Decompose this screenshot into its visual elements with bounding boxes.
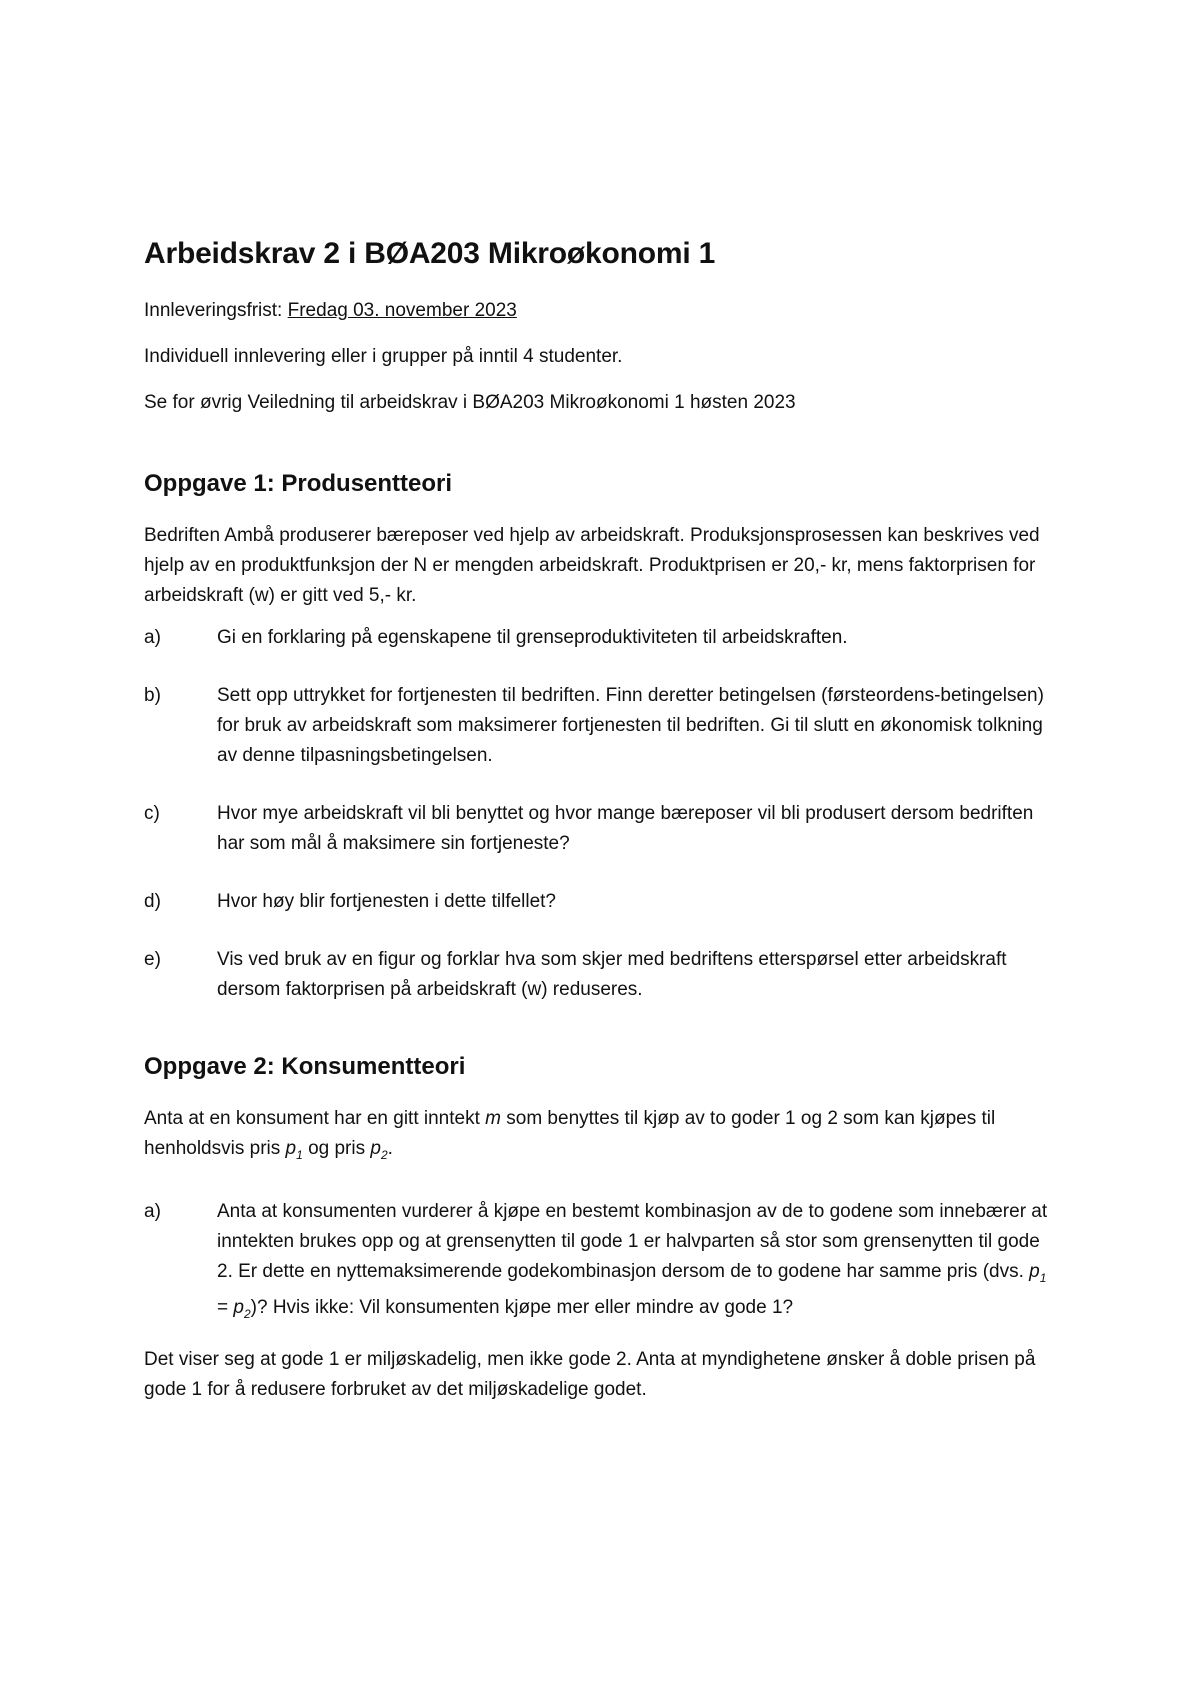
task-label: c)	[144, 802, 160, 824]
price-1-symbol: $p_1$	[1029, 1261, 1047, 1286]
document-content	[144, 236, 1060, 1405]
oppgave2-heading: Oppgave 2: Konsumentteori	[144, 1052, 466, 1080]
income-symbol: m	[485, 1107, 501, 1129]
deadline-line	[144, 296, 1060, 326]
task-label: a)	[144, 626, 161, 648]
group-info: Individuell innlevering eller i grupper på inntil 4 studenter.	[144, 346, 623, 367]
task-label: a)	[144, 1201, 161, 1223]
task-text: Anta at konsumenten vurderer å kjøpe en bestemt kombinasjon av de to godene som innebærer at inntekten brukes opp og at grensenytten til gode 1 er halvparten så stor som grensenytten til gode 2. Er dette en nyttemaksimerende godekombinasjon dersom de to godene har samme pris (dvs. $p_1 = p_2$)? Hvis ikke: Vil konsumenten kjøpe mer eller mindre av gode 1?	[217, 1201, 1048, 1321]
intro-text: som benyttes til kjøp av to goder 1 og 2 som kan kjøpes til henholdsvis pris	[144, 1107, 996, 1159]
task-item	[144, 887, 1060, 917]
task-text: Gi en forklaring på egenskapene til grenseproduktiviteten til arbeidskraften.	[217, 626, 848, 648]
task-text: Vis ved bruk av en figur og forklar hva som skjer med bedriftens etterspørsel etter arbeidskraft dersom faktorprisen på arbeidskraft (w) reduseres.	[217, 948, 1007, 1000]
task-item	[144, 681, 1060, 771]
price-2-symbol: $p_2$	[370, 1137, 388, 1162]
task-label: e)	[144, 948, 161, 970]
oppgave2-followup: Det viser seg at gode 1 er miljøskadelig, men ikke gode 2. Anta at myndighetene ønsker å doble prisen på gode 1 for å redusere forbruket av det miljøskadelige godet.	[144, 1348, 1036, 1400]
intro-text: Anta at en konsument har en gitt inntekt	[144, 1107, 486, 1129]
oppgave1-task-list	[144, 623, 1060, 1005]
intro-text: .	[387, 1137, 393, 1159]
task-item	[144, 799, 1060, 859]
price-2-symbol: $p_2$	[233, 1297, 251, 1321]
intro-text: og pris	[302, 1137, 371, 1159]
task-text: Hvor mye arbeidskraft vil bli benyttet og hvor mange bæreposer vil bli produsert dersom bedriften har som mål å maksimere sin fortjeneste?	[217, 802, 1034, 854]
task-text: Hvor høy blir fortjenesten i dette tilfellet?	[217, 890, 556, 912]
oppgave1-intro: Bedriften Ambå produserer bæreposer ved hjelp av arbeidskraft. Produksjonsprosessen kan beskrives ved hjelp av en produktfunksjon der N er mengden arbeidskraft. Produktprisen er 20,- kr, mens faktorprisen for arbeidskraft (w) er gitt ved 5,- kr.	[144, 524, 1040, 606]
document-title: Arbeidskrav 2 i BØA203 Mikroøkonomi 1	[144, 237, 716, 270]
deadline-date: Fredag 03. november 2023	[287, 300, 517, 321]
guidance-note: Se for øvrig Veiledning til arbeidskrav i BØA203 Mikroøkonomi 1 høsten 2023	[144, 392, 796, 413]
oppgave1-heading: Oppgave 1: Produsentteori	[144, 470, 453, 497]
task-label: b)	[144, 684, 161, 706]
task-item	[144, 945, 1060, 1005]
task-item	[144, 623, 1060, 653]
price-1-symbol: $p_1$	[285, 1137, 303, 1162]
task-item	[144, 1197, 1060, 1329]
task-text: Sett opp uttrykket for fortjenesten til bedriften. Finn deretter betingelsen (førsteordens-betingelsen) for bruk av arbeidskraft som maksimerer fortjenesten til bedriften. Gi til slutt en økonomisk tolkning av denne tilpasningsbetingelsen.	[217, 684, 1044, 766]
deadline-label: Innleveringsfrist:	[144, 300, 283, 321]
task-label: d)	[144, 890, 161, 912]
oppgave2-task-list	[144, 1197, 1060, 1329]
oppgave2-intro	[144, 1104, 1060, 1170]
